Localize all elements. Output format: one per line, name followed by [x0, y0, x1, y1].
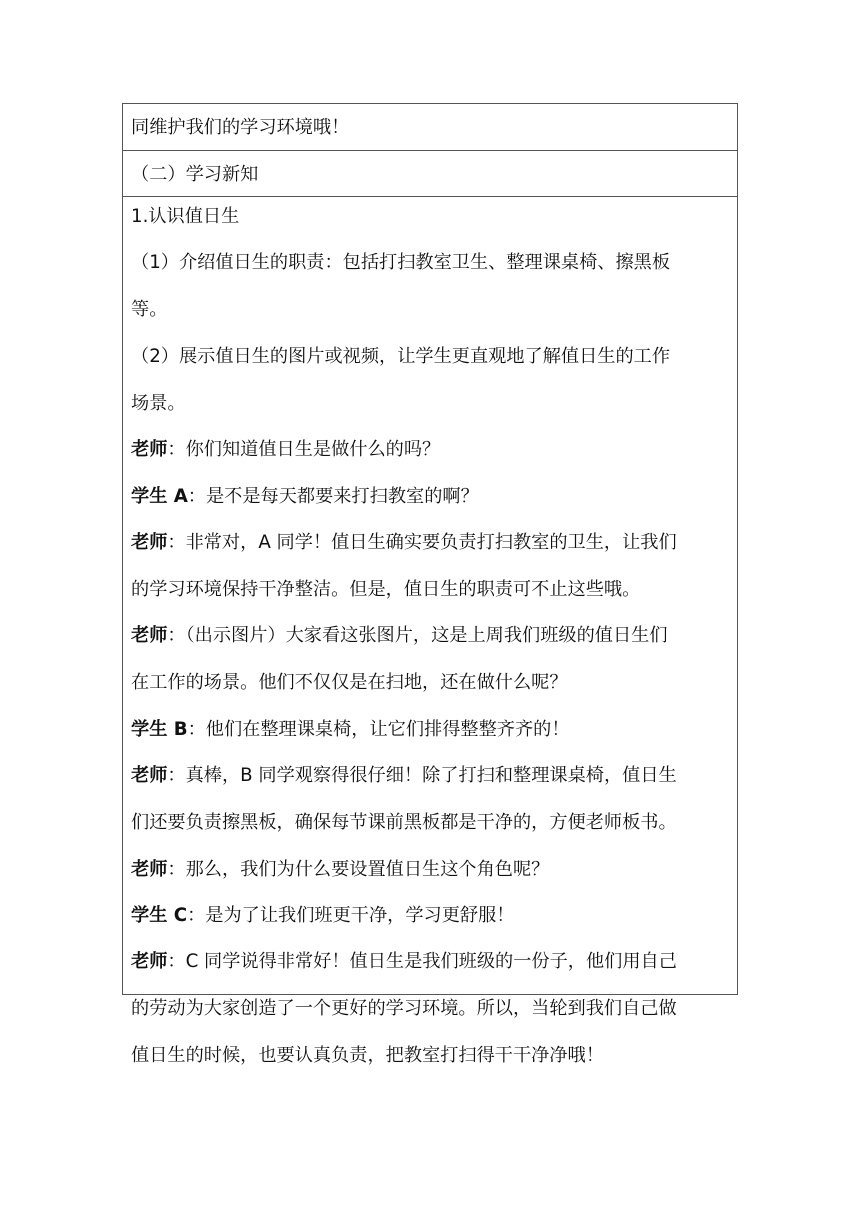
section-heading: （二）学习新知: [131, 164, 259, 185]
paragraph-1: [131, 251, 729, 321]
speaker-label: 老师: [131, 858, 168, 880]
dialogue-text: ：是为了让我们班更干净，学习更舒服！: [187, 904, 515, 926]
dialogue-text: ：C 同学说得非常好！值日生是我们班级的一份子，他们用自己: [167, 951, 677, 973]
dialogue-text: ：真棒，B 同学观察得很仔细！除了打扫和整理课桌椅，值日生: [167, 765, 677, 787]
subsection-heading: 1.认识值日生: [131, 206, 240, 227]
dialogue-text: ：是不是每天都要来打扫教室的啊？: [187, 485, 479, 507]
dialogue-turn: [131, 485, 729, 508]
lesson-plan-table: [122, 103, 738, 1066]
dialogue-text: 的劳动为大家创造了一个更好的学习环境。所以，当轮到我们自己做: [131, 998, 677, 1020]
paragraph-line: 等。: [131, 299, 168, 321]
speaker-label: 老师: [131, 951, 168, 973]
dialogue-text: ：他们在整理课桌椅，让它们排得整整齐齐的！: [187, 718, 570, 740]
speaker-label: 老师: [131, 765, 168, 787]
dialogue-turn: [131, 624, 729, 694]
paragraph-2: [131, 345, 729, 415]
continued-text-row: [123, 104, 737, 151]
dialogue-text: 值日生的时候，也要认真负责，把教室打扫得干干净净哦！: [131, 1044, 604, 1066]
speaker-label: 老师: [131, 531, 168, 553]
paragraph-line: （1）介绍值日生的职责：包括打扫教室卫生、整理课桌椅、擦黑板: [131, 252, 671, 274]
dialogue-turn: [131, 718, 729, 741]
dialogue-turn: [131, 858, 729, 881]
dialogue-text: ：（出示图片）大家看这张图片，这是上周我们班级的值日生们: [167, 625, 668, 647]
dialogue-turn: [131, 764, 729, 834]
dialogue-text: ：你们知道值日生是做什么的吗？: [167, 439, 441, 461]
dialogue-turn: [131, 950, 729, 1066]
section-heading-row: [123, 151, 737, 197]
dialogue-turn: [131, 904, 729, 927]
dialogue-text: 的学习环境保持干净整洁。但是，值日生的职责可不止这些哦。: [131, 578, 641, 600]
dialogue-text: 在工作的场景。他们不仅仅是在扫地，还在做什么呢？: [131, 672, 568, 694]
dialogue-turn: [131, 438, 729, 461]
dialogue-text: ：非常对，A 同学！值日生确实要负责打扫教室的卫生，让我们: [167, 531, 677, 553]
dialogue-text: ：那么，我们为什么要设置值日生这个角色呢？: [167, 858, 550, 880]
speaker-label: 学生 C: [131, 904, 188, 926]
speaker-label: 学生 A: [131, 485, 188, 507]
speaker-label: 学生 B: [131, 718, 188, 740]
speaker-label: 老师: [131, 625, 168, 647]
dialogue-text: 们还要负责擦黑板，确保每节课前黑板都是干净的，方便老师板书。: [131, 812, 677, 834]
speaker-label: 老师: [131, 439, 168, 461]
continued-text: 同维护我们的学习环境哦！: [131, 117, 350, 138]
paragraph-line: （2）展示值日生的图片或视频，让学生更直观地了解值日生的工作: [131, 345, 671, 367]
dialogue-turn: [131, 531, 729, 601]
lesson-content-row: [123, 197, 737, 1066]
paragraph-line: 场景。: [131, 392, 186, 414]
